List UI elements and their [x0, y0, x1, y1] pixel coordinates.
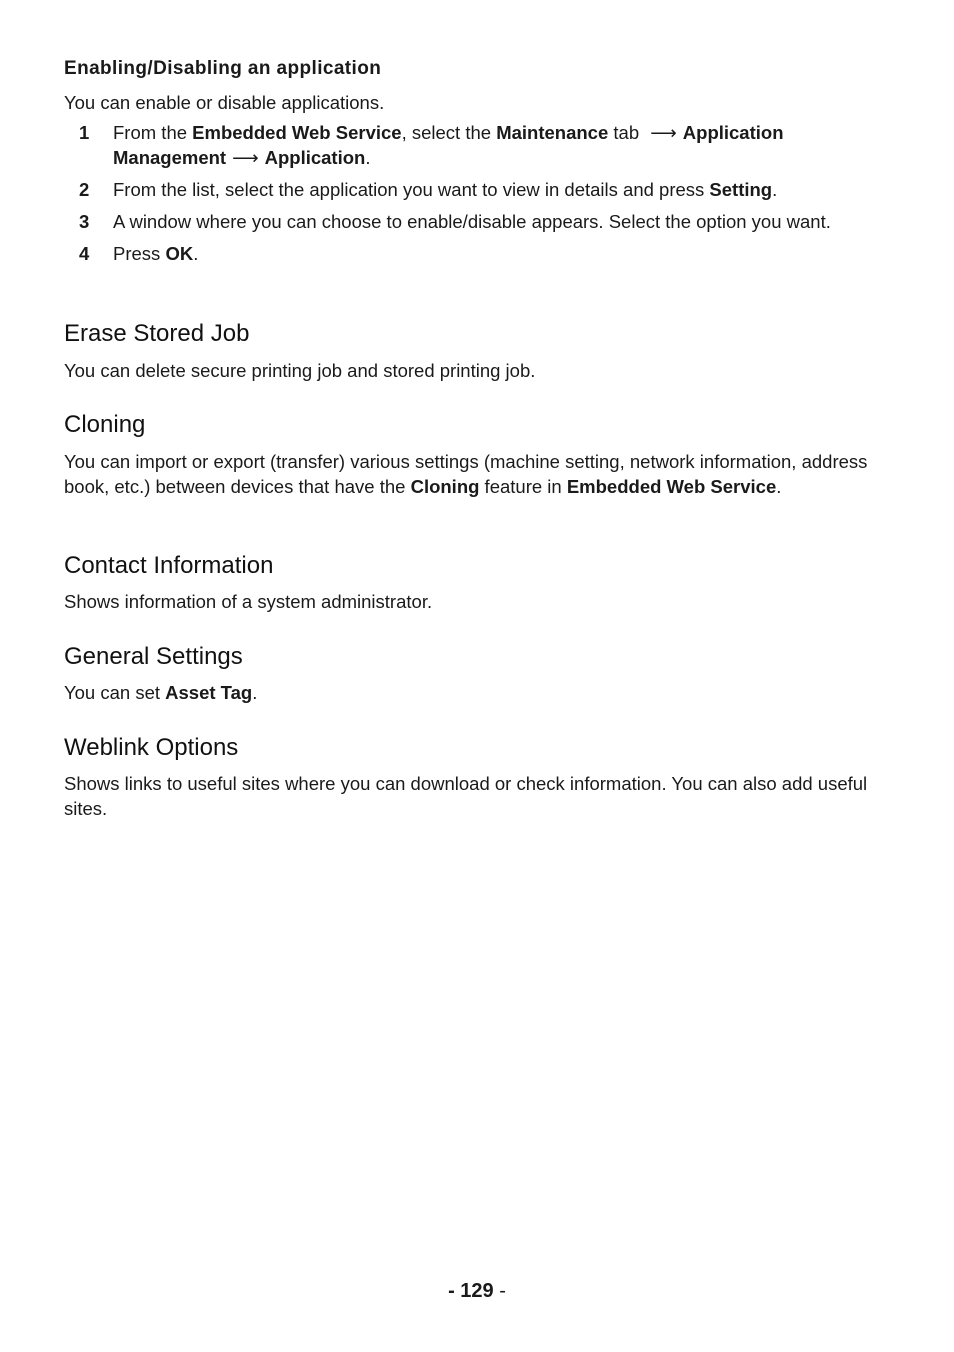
section-title-general-settings: General Settings — [64, 643, 243, 670]
subsection-intro: You can enable or disable applications. — [64, 92, 385, 113]
bold-term: Asset Tag — [165, 682, 253, 703]
page-number-value: - 129 — [448, 1280, 494, 1302]
step-item — [64, 177, 890, 202]
section-body-erase-stored-job: You can delete secure printing job and stored printing job. — [64, 360, 536, 381]
arrow-right-icon: ⟶ — [650, 122, 677, 143]
steps-list — [64, 120, 890, 273]
bold-term: Embedded Web Service — [192, 122, 402, 143]
step-text: . — [365, 147, 371, 168]
bold-term: Cloning — [410, 476, 480, 497]
body-text: You can set — [64, 682, 166, 703]
step-text: Press — [113, 243, 166, 264]
bold-term: OK — [165, 243, 194, 264]
section-title-cloning: Cloning — [64, 411, 146, 438]
bold-term: Maintenance — [496, 122, 609, 143]
bold-term: Setting — [709, 179, 773, 200]
body-text: . — [252, 682, 258, 703]
section-title-erase-stored-job: Erase Stored Job — [64, 320, 250, 347]
page-number-suffix: - — [493, 1280, 506, 1302]
step-item — [64, 241, 890, 266]
step-item — [64, 120, 890, 170]
step-text: . — [772, 179, 778, 200]
step-text: tab — [608, 122, 645, 143]
bold-term: Embedded Web Service — [566, 476, 777, 497]
step-text: . — [193, 243, 199, 264]
step-item — [64, 209, 890, 234]
step-number: 2 — [79, 179, 90, 200]
body-text: feature in — [479, 476, 567, 497]
step-number: 1 — [79, 122, 90, 143]
body-text: . — [776, 476, 782, 497]
step-number: 3 — [79, 211, 90, 232]
section-title-contact-information: Contact Information — [64, 552, 274, 579]
step-number: 4 — [79, 243, 90, 264]
bold-term: Application — [682, 122, 784, 143]
section-body-general-settings — [64, 680, 890, 705]
bold-term: Management — [113, 147, 227, 168]
page-number — [0, 1280, 954, 1303]
body-text: You can import or export (transfer) various settings (machine setting, network information, address book, etc.) between devices that have the — [64, 451, 868, 497]
section-body-cloning — [64, 449, 890, 499]
bold-term: Application — [264, 147, 366, 168]
step-text: , select the — [401, 122, 497, 143]
step-text: From the — [113, 122, 193, 143]
arrow-right-icon: ⟶ — [232, 147, 259, 168]
section-body-weblink-options: Shows links to useful sites where you can download or check information. You can also add useful sites. — [64, 773, 868, 819]
step-text: From the list, select the application you want to view in details and press — [113, 179, 710, 200]
section-body-contact-information: Shows information of a system administrator. — [64, 591, 433, 612]
section-title-weblink-options: Weblink Options — [64, 734, 239, 761]
subsection-title: Enabling/Disabling an application — [64, 58, 382, 79]
step-text: A window where you can choose to enable/disable appears. Select the option you want. — [113, 211, 831, 232]
